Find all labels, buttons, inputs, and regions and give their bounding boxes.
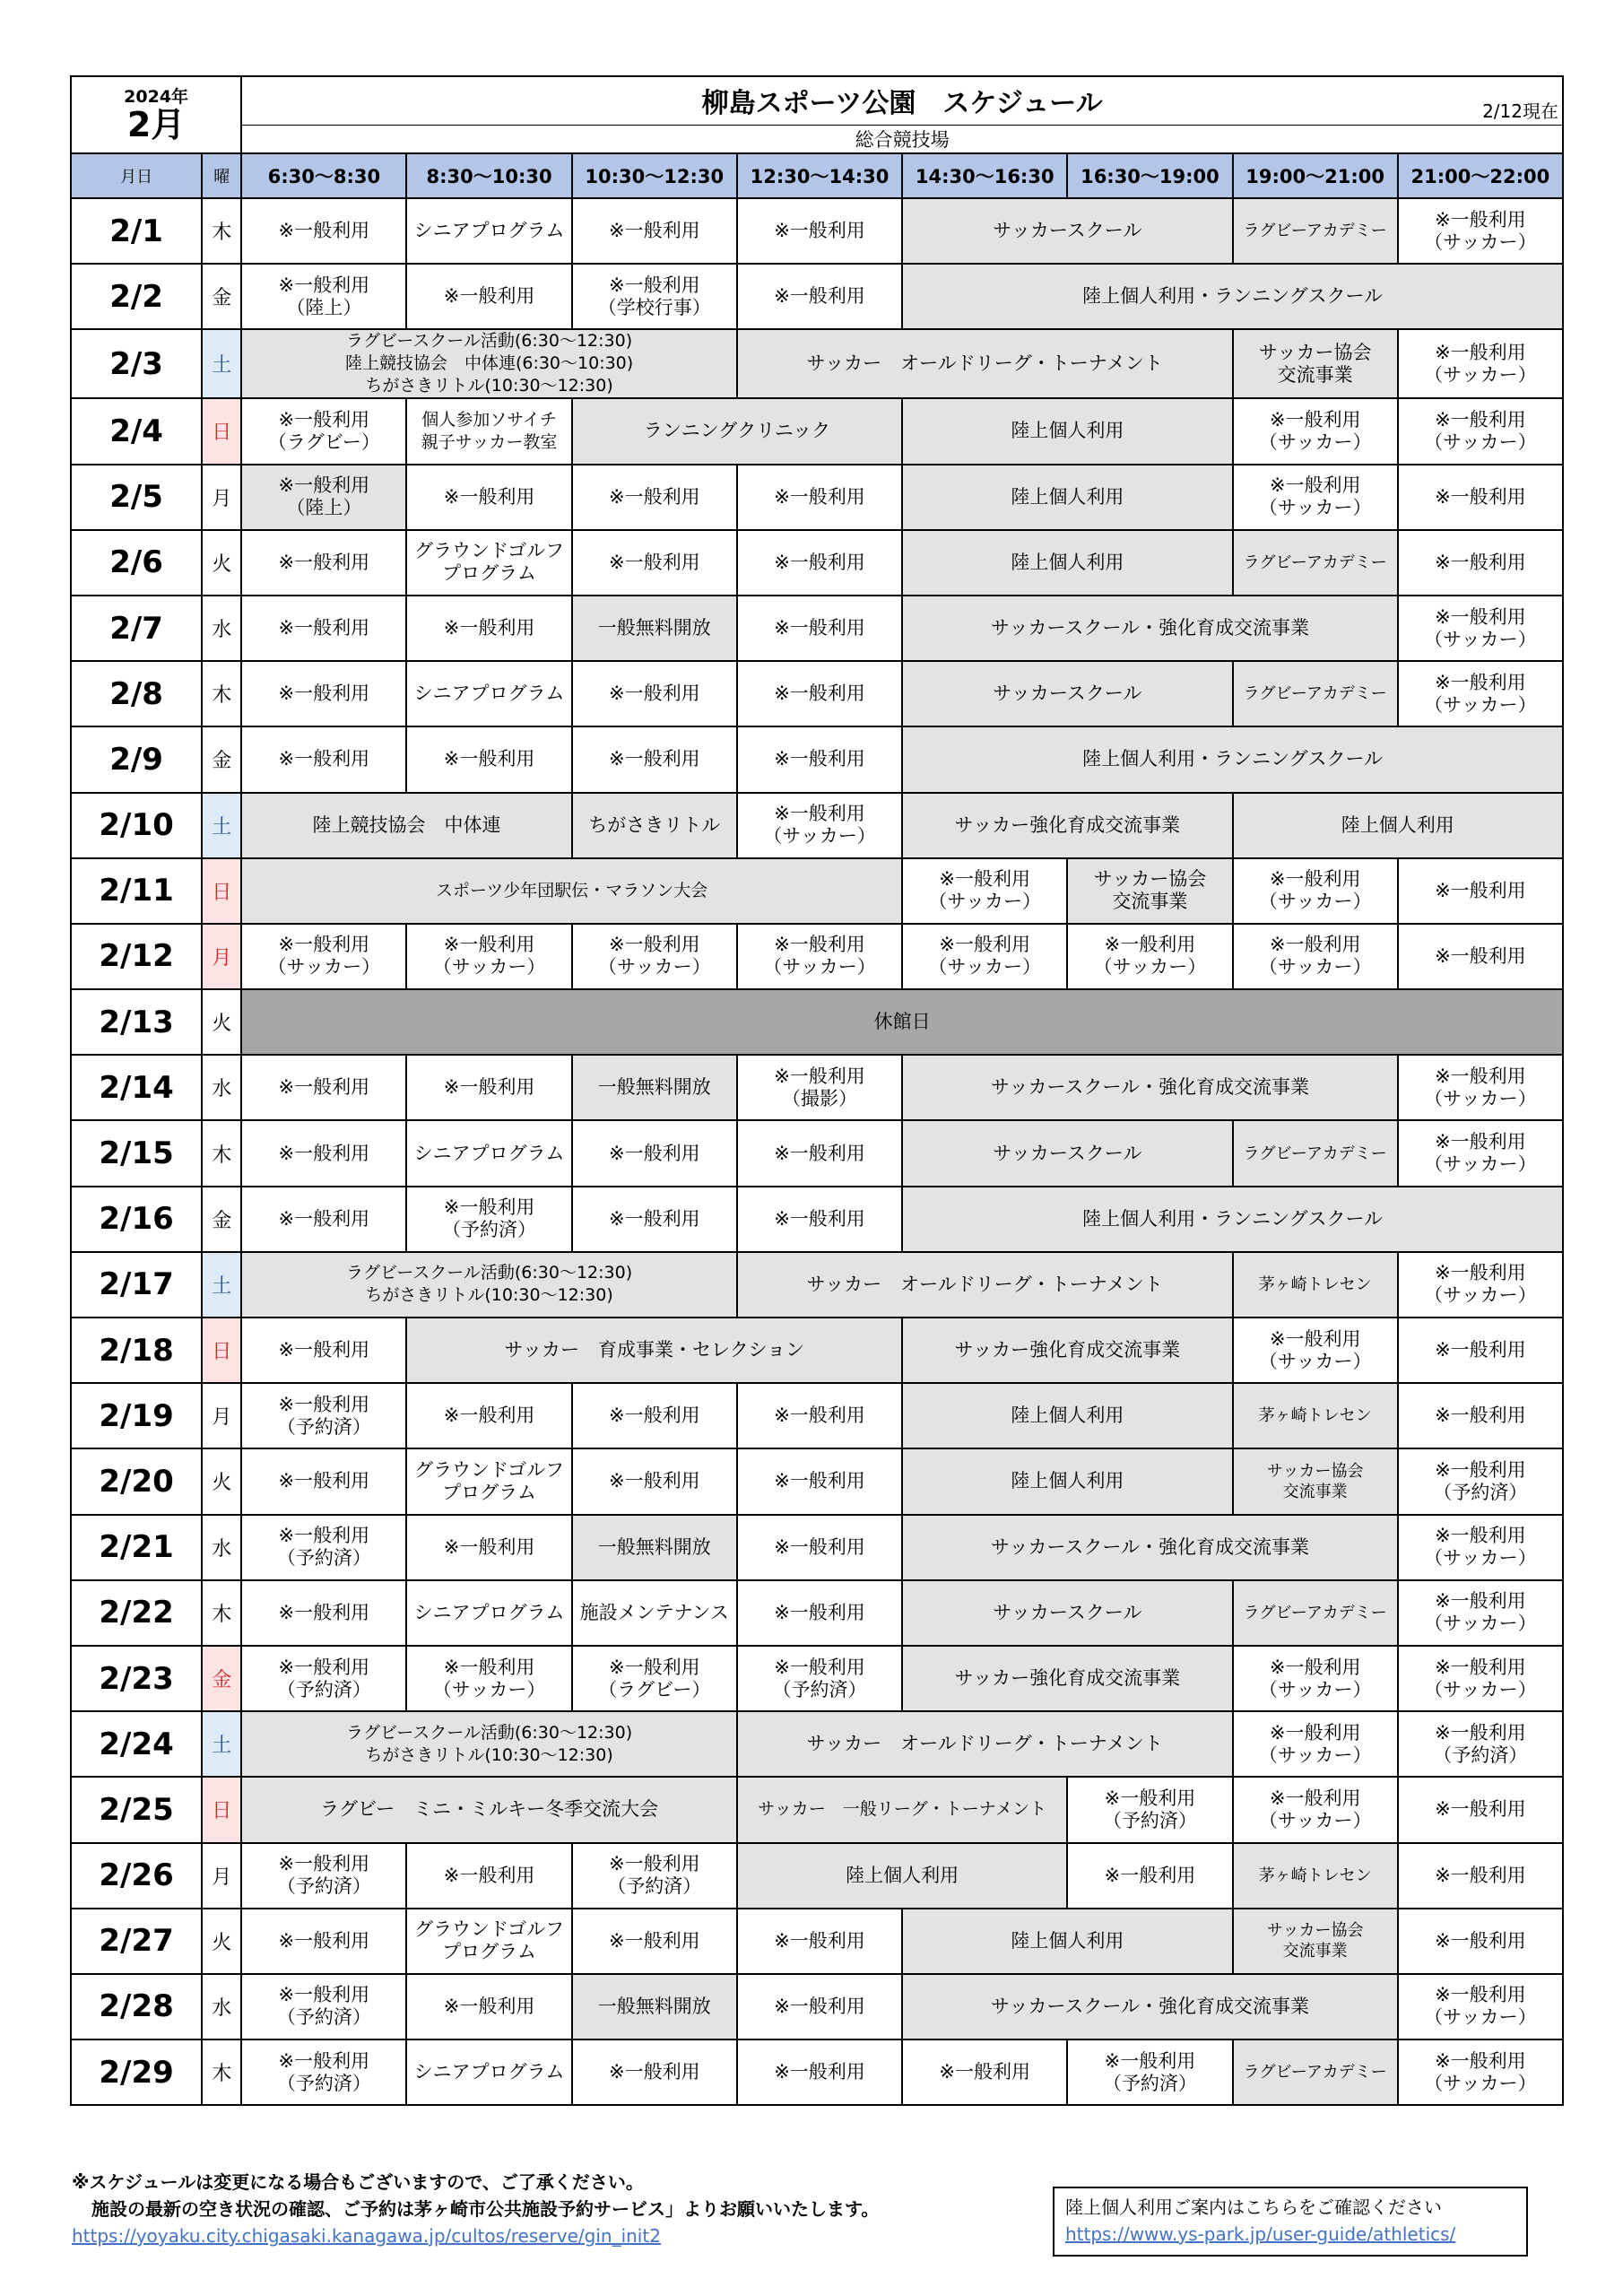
date-cell: 2/27	[71, 1909, 202, 1974]
table-row	[71, 2039, 1563, 2105]
table-row	[71, 1646, 1563, 1711]
weekday-cell: 土	[202, 1252, 241, 1318]
schedule-cell: ※一般利用	[1398, 1318, 1563, 1383]
table-row	[71, 1318, 1563, 1383]
schedule-cell: ※一般利用 （サッカー）	[902, 858, 1067, 924]
weekday-cell: 水	[202, 1515, 241, 1580]
schedule-cell: サッカースクール・強化育成交流事業	[902, 1055, 1398, 1120]
schedule-cell: ※一般利用 （陸上）	[241, 264, 406, 329]
schedule-cell: 一般無料開放	[572, 1974, 737, 2039]
table-row	[71, 1580, 1563, 1646]
weekday-cell: 木	[202, 1580, 241, 1646]
schedule-cell: ※一般利用 （予約済）	[241, 2039, 406, 2105]
weekday-cell: 土	[202, 329, 241, 398]
date-cell: 2/19	[71, 1383, 202, 1448]
date-cell: 2/14	[71, 1055, 202, 1120]
schedule-cell: ラグビーアカデミー	[1233, 198, 1398, 264]
weekday-cell: 木	[202, 661, 241, 726]
schedule-cell: 陸上個人利用・ランニングスクール	[902, 264, 1563, 329]
schedule-cell: ※一般利用	[572, 1120, 737, 1186]
as-of-date: 2/12現在	[1482, 100, 1558, 122]
date-cell: 2/29	[71, 2039, 202, 2105]
weekday-cell: 火	[202, 1909, 241, 1974]
col-header-dow: 曜	[202, 153, 241, 198]
schedule-cell: ※一般利用 （サッカー）	[1233, 1777, 1398, 1842]
schedule-cell: グラウンドゴルフ プログラム	[406, 1448, 571, 1514]
weekday-cell: 金	[202, 264, 241, 329]
schedule-cell: サッカー 育成事業・セレクション	[406, 1318, 902, 1383]
schedule-cell: ※一般利用 （サッカー）	[1398, 1580, 1563, 1646]
schedule-cell: ※一般利用	[241, 661, 406, 726]
schedule-cell: ※一般利用 （予約済）	[241, 1843, 406, 1909]
schedule-cell: ※一般利用 （ラグビー）	[572, 1646, 737, 1711]
col-header-slot: 16:30〜19:00	[1067, 153, 1232, 198]
schedule-cell: 一般無料開放	[572, 1515, 737, 1580]
page-title	[241, 76, 1563, 125]
schedule-cell: ※一般利用	[737, 530, 902, 596]
schedule-cell: ※一般利用 （サッカー）	[1398, 1646, 1563, 1711]
date-cell: 2/22	[71, 1580, 202, 1646]
schedule-cell: ※一般利用 （サッカー）	[1233, 1318, 1398, 1383]
schedule-cell: ※一般利用	[737, 1974, 902, 2039]
schedule-cell: ※一般利用	[1398, 924, 1563, 989]
weekday-cell: 月	[202, 465, 241, 530]
schedule-cell: ※一般利用 （陸上）	[241, 465, 406, 530]
schedule-cell: グラウンドゴルフ プログラム	[406, 530, 571, 596]
schedule-cell: ※一般利用 （サッカー）	[1398, 398, 1563, 464]
schedule-cell: シニアプログラム	[406, 2039, 571, 2105]
schedule-cell: ※一般利用 （サッカー）	[1398, 198, 1563, 264]
schedule-cell: ※一般利用	[1398, 465, 1563, 530]
schedule-cell: シニアプログラム	[406, 198, 571, 264]
schedule-cell: ※一般利用 （予約済）	[1067, 2039, 1232, 2105]
date-cell: 2/15	[71, 1120, 202, 1186]
schedule-cell: 一般無料開放	[572, 596, 737, 661]
date-cell: 2/18	[71, 1318, 202, 1383]
schedule-cell: ※一般利用	[737, 1909, 902, 1974]
schedule-cell: サッカー強化育成交流事業	[902, 1646, 1232, 1711]
athletics-info-title: 陸上個人利用ご案内はこちらをご確認ください	[1065, 2196, 1442, 2218]
schedule-cell: ※一般利用	[241, 1120, 406, 1186]
schedule-cell: 陸上個人利用	[1233, 793, 1563, 858]
schedule-cell: 陸上個人利用	[902, 530, 1232, 596]
schedule-cell: ※一般利用	[1398, 530, 1563, 596]
schedule-cell: ※一般利用	[406, 1974, 571, 2039]
date-cell: 2/9	[71, 726, 202, 792]
col-header-slot: 8:30〜10:30	[406, 153, 571, 198]
schedule-cell: ※一般利用	[1398, 1843, 1563, 1909]
athletics-guide-link[interactable]: https://www.ys-park.jp/user-guide/athletics/	[1065, 2223, 1456, 2245]
weekday-cell: 金	[202, 726, 241, 792]
table-row	[71, 1448, 1563, 1514]
schedule-cell: ※一般利用	[241, 198, 406, 264]
table-row	[71, 1055, 1563, 1120]
schedule-cell: 茅ヶ崎トレセン	[1233, 1383, 1398, 1448]
date-cell: 2/8	[71, 661, 202, 726]
schedule-cell: ※一般利用 （サッカー）	[572, 924, 737, 989]
date-cell: 2/13	[71, 989, 202, 1055]
weekday-cell: 金	[202, 1187, 241, 1252]
reservation-link[interactable]: https://yoyaku.city.chigasaki.kanagawa.jp/cultos/reserve/gin_init2	[72, 2225, 661, 2247]
schedule-cell: ※一般利用	[737, 1187, 902, 1252]
schedule-cell: ※一般利用	[1398, 1383, 1563, 1448]
date-cell: 2/5	[71, 465, 202, 530]
footer-note-change: ※スケジュールは変更になる場合もございますので、ご了承ください。	[72, 2171, 644, 2193]
schedule-cell: サッカースクール・強化育成交流事業	[902, 1974, 1398, 2039]
date-cell: 2/26	[71, 1843, 202, 1909]
schedule-cell: ※一般利用 （サッカー）	[737, 793, 902, 858]
schedule-cell: ランニングクリニック	[572, 398, 902, 464]
table-row	[71, 793, 1563, 858]
schedule-cell: シニアプログラム	[406, 1580, 571, 1646]
schedule-cell: ※一般利用	[572, 1448, 737, 1514]
schedule-cell: ※一般利用	[241, 530, 406, 596]
schedule-cell: ※一般利用	[737, 1580, 902, 1646]
column-header-row	[71, 153, 1563, 198]
schedule-cell: ※一般利用 （予約済）	[241, 1383, 406, 1448]
schedule-cell: ※一般利用	[406, 726, 571, 792]
schedule-cell: サッカー協会 交流事業	[1233, 1448, 1398, 1514]
table-row	[71, 530, 1563, 596]
schedule-cell: ※一般利用	[737, 1515, 902, 1580]
schedule-cell: サッカー協会 交流事業	[1067, 858, 1232, 924]
date-cell: 2/10	[71, 793, 202, 858]
schedule-cell: ※一般利用	[737, 1120, 902, 1186]
schedule-cell: ※一般利用 （サッカー）	[406, 1646, 571, 1711]
schedule-cell: 茅ヶ崎トレセン	[1233, 1252, 1398, 1318]
schedule-cell: ※一般利用	[737, 596, 902, 661]
schedule-cell: ラグビーアカデミー	[1233, 1120, 1398, 1186]
schedule-cell: ※一般利用	[241, 726, 406, 792]
schedule-cell: シニアプログラム	[406, 661, 571, 726]
athletics-info-box	[1053, 2187, 1528, 2257]
schedule-cell: 個人参加ソサイチ 親子サッカー教室	[406, 398, 571, 464]
table-row	[71, 1515, 1563, 1580]
schedule-cell: ※一般利用	[241, 1187, 406, 1252]
schedule-cell: ※一般利用	[572, 661, 737, 726]
schedule-cell: ※一般利用 （サッカー）	[1398, 329, 1563, 398]
schedule-cell: ※一般利用	[572, 1383, 737, 1448]
schedule-cell: サッカースクール	[902, 661, 1232, 726]
schedule-cell: サッカースクール	[902, 1580, 1232, 1646]
schedule-cell: ※一般利用	[737, 1383, 902, 1448]
schedule-cell: ※一般利用	[1398, 858, 1563, 924]
schedule-cell: 陸上個人利用	[902, 1909, 1232, 1974]
schedule-cell: 一般無料開放	[572, 1055, 737, 1120]
schedule-cell: ※一般利用 （サッカー）	[1233, 924, 1398, 989]
table-row	[71, 858, 1563, 924]
schedule-cell: ※一般利用	[406, 1383, 571, 1448]
schedule-cell: 陸上個人利用	[902, 1448, 1232, 1514]
schedule-cell: ラグビー ミニ・ミルキー冬季交流大会	[241, 1777, 737, 1842]
schedule-cell: サッカースクール	[902, 198, 1232, 264]
table-row	[71, 1383, 1563, 1448]
schedule-cell: ※一般利用 （サッカー）	[1067, 924, 1232, 989]
schedule-cell: ※一般利用	[406, 465, 571, 530]
schedule-cell: シニアプログラム	[406, 1120, 571, 1186]
schedule-cell: ラグビースクール活動(6:30〜12:30) ちがさきリトル(10:30〜12:30)	[241, 1252, 737, 1318]
schedule-cell: ※一般利用 （予約済）	[737, 1646, 902, 1711]
schedule-cell: ※一般利用	[406, 1843, 571, 1909]
schedule-cell: ※一般利用	[406, 264, 571, 329]
schedule-cell: サッカー オールドリーグ・トーナメント	[737, 1711, 1233, 1777]
date-cell: 2/3	[71, 329, 202, 398]
schedule-cell: ラグビーアカデミー	[1233, 1580, 1398, 1646]
schedule-cell: ※一般利用 （サッカー）	[1233, 465, 1398, 530]
schedule-cell: ※一般利用	[737, 465, 902, 530]
weekday-cell: 土	[202, 1711, 241, 1777]
table-row	[71, 329, 1563, 398]
table-row	[71, 465, 1563, 530]
schedule-cell: サッカー協会 交流事業	[1233, 1909, 1398, 1974]
date-cell: 2/6	[71, 530, 202, 596]
table-row	[71, 661, 1563, 726]
date-cell: 2/25	[71, 1777, 202, 1842]
weekday-cell: 水	[202, 1055, 241, 1120]
table-row	[71, 1909, 1563, 1974]
schedule-cell: ※一般利用 （予約済）	[1398, 1448, 1563, 1514]
schedule-cell: ※一般利用	[1067, 1843, 1232, 1909]
table-row	[71, 1974, 1563, 2039]
col-header-slot: 6:30〜8:30	[241, 153, 406, 198]
schedule-cell: グラウンドゴルフ プログラム	[406, 1909, 571, 1974]
table-row	[71, 596, 1563, 661]
schedule-cell: サッカースクール・強化育成交流事業	[902, 1515, 1398, 1580]
table-row	[71, 264, 1563, 329]
date-cell: 2/21	[71, 1515, 202, 1580]
schedule-cell: ※一般利用	[241, 1448, 406, 1514]
schedule-cell: ※一般利用	[572, 1909, 737, 1974]
date-cell: 2/4	[71, 398, 202, 464]
date-cell: 2/11	[71, 858, 202, 924]
schedule-cell: ※一般利用 （サッカー）	[1398, 1252, 1563, 1318]
weekday-cell: 土	[202, 793, 241, 858]
schedule-cell: ※一般利用	[572, 465, 737, 530]
schedule-cell: ※一般利用	[572, 198, 737, 264]
weekday-cell: 木	[202, 198, 241, 264]
schedule-cell: ※一般利用	[737, 661, 902, 726]
schedule-cell: ※一般利用	[737, 264, 902, 329]
schedule-cell: ※一般利用	[902, 2039, 1067, 2105]
schedule-cell: サッカー 一般リーグ・トーナメント	[737, 1777, 1067, 1842]
date-cell: 2/2	[71, 264, 202, 329]
schedule-cell: ラグビースクール活動(6:30〜12:30) 陸上競技協会 中体連(6:30〜10:30) ちがさきリトル(10:30〜12:30)	[241, 329, 737, 398]
schedule-cell: ※一般利用 （サッカー）	[1233, 398, 1398, 464]
schedule-cell: ※一般利用 （サッカー）	[1233, 1711, 1398, 1777]
schedule-cell: ※一般利用 （サッカー）	[1233, 858, 1398, 924]
schedule-cell: ※一般利用 （学校行事）	[572, 264, 737, 329]
facility-name: 総合競技場	[241, 125, 1563, 153]
schedule-cell: ※一般利用	[737, 1448, 902, 1514]
month-label: 2月	[126, 105, 186, 144]
schedule-cell: ※一般利用	[572, 530, 737, 596]
schedule-cell: 陸上個人利用	[902, 465, 1232, 530]
schedule-cell: ※一般利用	[572, 726, 737, 792]
schedule-cell: ※一般利用 （予約済）	[1067, 1777, 1232, 1842]
schedule-cell: ※一般利用 （サッカー）	[1233, 1646, 1398, 1711]
date-cell: 2/12	[71, 924, 202, 989]
weekday-cell: 月	[202, 924, 241, 989]
schedule-cell: サッカー強化育成交流事業	[902, 793, 1232, 858]
weekday-cell: 火	[202, 530, 241, 596]
schedule-cell: 茅ヶ崎トレセン	[1233, 1843, 1398, 1909]
schedule-cell: 陸上個人利用・ランニングスクール	[902, 1187, 1563, 1252]
schedule-cell: ※一般利用 （サッカー）	[241, 924, 406, 989]
col-header-slot: 19:00〜21:00	[1233, 153, 1398, 198]
schedule-cell: ※一般利用	[241, 1055, 406, 1120]
date-cell: 2/20	[71, 1448, 202, 1514]
weekday-cell: 金	[202, 1646, 241, 1711]
schedule-cell: ※一般利用	[572, 2039, 737, 2105]
schedule-cell: ※一般利用 （サッカー）	[1398, 661, 1563, 726]
schedule-cell: 陸上個人利用	[902, 1383, 1232, 1448]
schedule-cell: ※一般利用	[241, 596, 406, 661]
year-label: 2024年	[124, 87, 189, 107]
table-row	[71, 924, 1563, 989]
schedule-cell: ※一般利用	[241, 1580, 406, 1646]
table-row	[71, 1187, 1563, 1252]
col-header-slot: 12:30〜14:30	[737, 153, 902, 198]
table-row	[71, 1252, 1563, 1318]
schedule-cell: サッカースクール	[902, 1120, 1232, 1186]
weekday-cell: 月	[202, 1383, 241, 1448]
schedule-cell: ※一般利用 （サッカー）	[1398, 1055, 1563, 1120]
schedule-cell: ちがさきリトル	[572, 793, 737, 858]
schedule-cell: ※一般利用	[406, 596, 571, 661]
schedule-cell: 陸上個人利用	[737, 1843, 1067, 1909]
weekday-cell: 木	[202, 2039, 241, 2105]
schedule-cell: ※一般利用 （サッカー）	[406, 924, 571, 989]
schedule-cell: 陸上競技協会 中体連	[241, 793, 571, 858]
schedule-cell: ※一般利用 （予約済）	[572, 1843, 737, 1909]
schedule-cell: ※一般利用 （サッカー）	[902, 924, 1067, 989]
weekday-cell: 火	[202, 989, 241, 1055]
col-header-slot: 21:00〜22:00	[1398, 153, 1563, 198]
schedule-cell: ※一般利用	[737, 2039, 902, 2105]
table-row	[71, 1120, 1563, 1186]
footer-notes	[72, 2169, 1040, 2249]
schedule-cell: ※一般利用 （サッカー）	[1398, 1120, 1563, 1186]
footer-note-reserve: 施設の最新の空き状況の確認、ご予約は茅ヶ崎市公共施設予約サービス」よりお願いいたします。	[91, 2198, 880, 2220]
schedule-cell: ラグビーアカデミー	[1233, 661, 1398, 726]
schedule-cell: ※一般利用	[1398, 1777, 1563, 1842]
schedule-cell: ラグビーアカデミー	[1233, 530, 1398, 596]
weekday-cell: 水	[202, 596, 241, 661]
weekday-cell: 日	[202, 1318, 241, 1383]
schedule-cell: 陸上個人利用	[902, 398, 1232, 464]
schedule-cell: 休館日	[241, 989, 1563, 1055]
schedule-cell: サッカー協会 交流事業	[1233, 329, 1398, 398]
schedule-cell: ※一般利用	[406, 1055, 571, 1120]
table-row	[71, 1711, 1563, 1777]
month-cell	[71, 76, 241, 153]
date-cell: 2/23	[71, 1646, 202, 1711]
schedule-cell: ※一般利用 （ラグビー）	[241, 398, 406, 464]
weekday-cell: 火	[202, 1448, 241, 1514]
schedule-cell: ※一般利用	[241, 1909, 406, 1974]
date-cell: 2/24	[71, 1711, 202, 1777]
schedule-cell: ※一般利用 （予約済）	[1398, 1711, 1563, 1777]
table-row	[71, 398, 1563, 464]
schedule-cell: サッカー強化育成交流事業	[902, 1318, 1232, 1383]
schedule-cell: ※一般利用 （サッカー）	[1398, 596, 1563, 661]
weekday-cell: 日	[202, 1777, 241, 1842]
schedule-cell: ※一般利用	[241, 1318, 406, 1383]
schedule-cell: ※一般利用 （予約済）	[241, 1646, 406, 1711]
schedule-cell: ※一般利用 （予約済）	[406, 1187, 571, 1252]
schedule-cell: ※一般利用 （サッカー）	[1398, 2039, 1563, 2105]
schedule-cell: ラグビースクール活動(6:30〜12:30) ちがさきリトル(10:30〜12:30)	[241, 1711, 737, 1777]
schedule-cell: スポーツ少年団駅伝・マラソン大会	[241, 858, 902, 924]
schedule-table	[70, 75, 1564, 2106]
table-row	[71, 989, 1563, 1055]
schedule-cell: ※一般利用	[1398, 1909, 1563, 1974]
weekday-cell: 月	[202, 1843, 241, 1909]
schedule-cell: 陸上個人利用・ランニングスクール	[902, 726, 1563, 792]
date-cell: 2/7	[71, 596, 202, 661]
schedule-cell: ※一般利用 （サッカー）	[737, 924, 902, 989]
schedule-cell: サッカー オールドリーグ・トーナメント	[737, 1252, 1233, 1318]
table-row	[71, 1843, 1563, 1909]
table-row	[71, 726, 1563, 792]
schedule-cell: サッカー オールドリーグ・トーナメント	[737, 329, 1233, 398]
table-row	[71, 198, 1563, 264]
schedule-cell: ※一般利用 （撮影）	[737, 1055, 902, 1120]
title-text: 柳島スポーツ公園 スケジュール	[701, 88, 1103, 120]
date-cell: 2/17	[71, 1252, 202, 1318]
table-row	[71, 1777, 1563, 1842]
schedule-cell: ※一般利用 （予約済）	[241, 1515, 406, 1580]
schedule-cell: ラグビーアカデミー	[1233, 2039, 1398, 2105]
schedule-cell: ※一般利用 （サッカー）	[1398, 1515, 1563, 1580]
weekday-cell: 日	[202, 858, 241, 924]
schedule-cell: ※一般利用	[737, 198, 902, 264]
weekday-cell: 日	[202, 398, 241, 464]
col-header-date: 月日	[71, 153, 202, 198]
weekday-cell: 水	[202, 1974, 241, 2039]
col-header-slot: 10:30〜12:30	[572, 153, 737, 198]
schedule-cell: サッカースクール・強化育成交流事業	[902, 596, 1398, 661]
col-header-slot: 14:30〜16:30	[902, 153, 1067, 198]
schedule-cell: ※一般利用 （サッカー）	[1398, 1974, 1563, 2039]
schedule-cell: ※一般利用	[737, 726, 902, 792]
schedule-cell: 施設メンテナンス	[572, 1580, 737, 1646]
schedule-body	[71, 198, 1563, 2105]
schedule-cell: ※一般利用	[572, 1187, 737, 1252]
schedule-cell: ※一般利用 （予約済）	[241, 1974, 406, 2039]
date-cell: 2/1	[71, 198, 202, 264]
date-cell: 2/28	[71, 1974, 202, 2039]
weekday-cell: 木	[202, 1120, 241, 1186]
schedule-cell: ※一般利用	[406, 1515, 571, 1580]
date-cell: 2/16	[71, 1187, 202, 1252]
